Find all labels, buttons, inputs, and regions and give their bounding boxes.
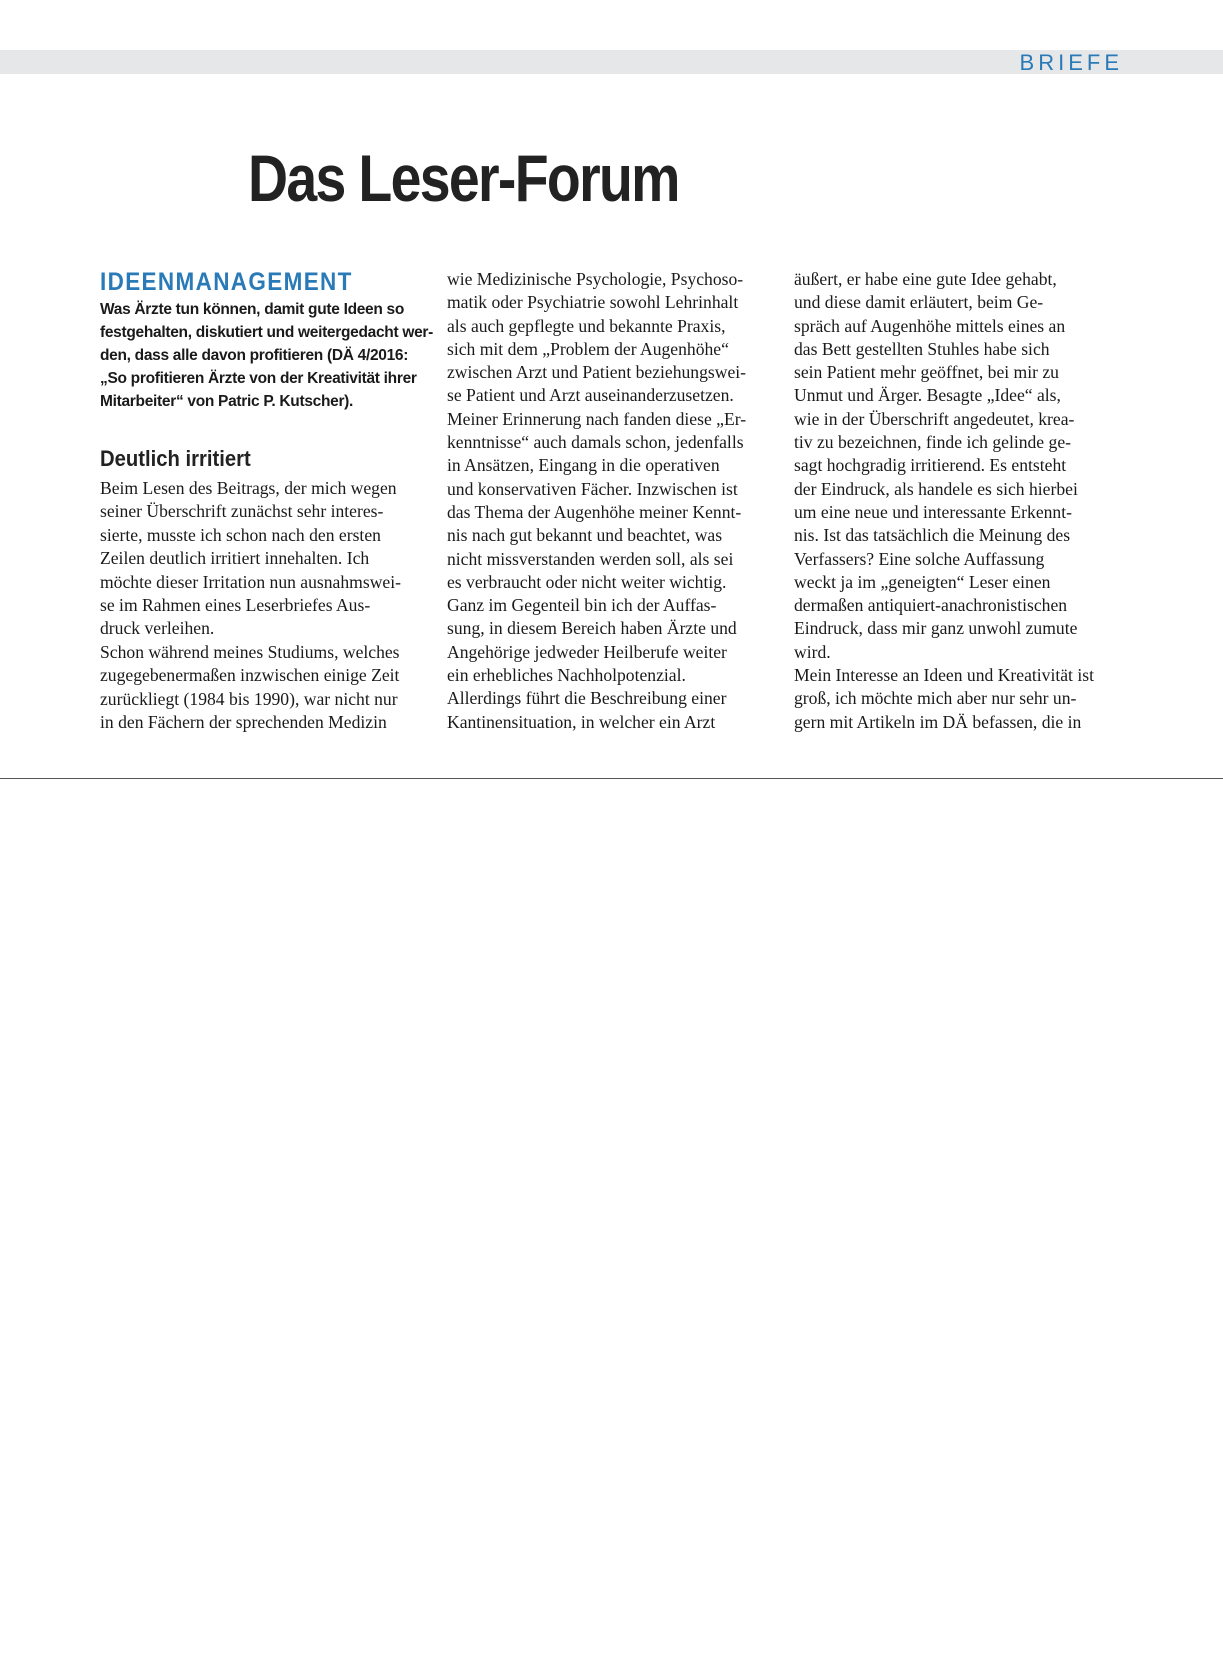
body-line: seiner Überschrift zunächst sehr interes-	[100, 501, 384, 522]
body-line: zwischen Arzt und Patient beziehungswei-	[447, 362, 747, 383]
body-line: es verbraucht oder nicht weiter wichtig.	[447, 571, 727, 592]
body-line: Meiner Erinnerung nach fanden diese „Er-	[447, 408, 747, 429]
body-line: wie Medizinische Psychologie, Psychoso-	[447, 269, 744, 289]
body-line: Eindruck, dass mir ganz unwohl zumute	[794, 618, 1078, 639]
section-header-bar	[0, 50, 1223, 74]
body-line: Verfassers? Eine solche Auffassung	[794, 548, 1045, 569]
body-line: in Ansätzen, Eingang in die operativen	[447, 455, 720, 476]
body-line: äußert, er habe eine gute Idee gehabt,	[794, 269, 1057, 289]
body-line: nis. Ist das tatsächlich die Meinung des	[794, 525, 1071, 546]
letter-title: Deutlich irritiert	[100, 446, 251, 471]
topic-heading: IDEENMANAGEMENT	[100, 268, 353, 296]
body-line: nis nach gut bekannt und beachtet, was	[447, 525, 723, 546]
body-line: tiv zu bezeichnen, finde ich gelinde ge-	[794, 432, 1071, 453]
section-label: BRIEFE	[1019, 50, 1123, 75]
text-column-3	[794, 268, 1124, 734]
body-line: als auch gepflegte und bekannte Praxis,	[447, 315, 726, 336]
body-line: matik oder Psychiatrie sowohl Lehrinhalt	[447, 292, 739, 313]
body-line: in den Fächern der sprechenden Medizin	[100, 712, 387, 733]
body-line: Angehörige jedweder Heilberufe weiter	[447, 641, 727, 662]
body-line: Allerdings führt die Beschreibung einer	[447, 688, 727, 709]
text-column-2	[447, 268, 779, 734]
body-line: Unmut und Ärger. Besagte „Idee“ als,	[794, 385, 1061, 406]
intro-line: festgehalten, diskutiert und weitergedacht wer-	[100, 324, 433, 341]
body-line: sein Patient mehr geöffnet, bei mir zu	[794, 362, 1059, 383]
body-line: kenntnisse“ auch damals schon, jedenfalls	[447, 432, 744, 453]
intro-line: Was Ärzte tun können, damit gute Ideen so	[100, 301, 405, 318]
body-line: ein erhebliches Nachholpotenzial.	[447, 665, 686, 686]
bottom-divider	[0, 778, 1223, 779]
body-line: spräch auf Augenhöhe mittels eines an	[794, 315, 1066, 336]
body-line: Kantinensituation, in welcher ein Arzt	[447, 711, 716, 732]
intro-line: „So profitieren Ärzte von der Kreativität ihrer	[100, 370, 417, 387]
body-line: sierte, musste ich schon nach den ersten	[100, 524, 381, 545]
body-line: zurückliegt (1984 bis 1990), war nicht nur	[100, 688, 398, 709]
body-line: sagt hochgradig irritierend. Es entsteht	[794, 455, 1067, 476]
body-line: das Thema der Augenhöhe meiner Kennt-	[447, 501, 742, 522]
body-line: se Patient und Arzt auseinanderzusetzen.	[447, 385, 734, 406]
body-line: sich mit dem „Problem der Augenhöhe“	[447, 338, 729, 359]
body-line: das Bett gestellten Stuhles habe sich	[794, 338, 1050, 359]
page-title: Das Leser-Forum	[248, 141, 679, 215]
letter-body-part-1	[100, 477, 430, 734]
body-line: wird.	[794, 641, 831, 662]
body-line: Ganz im Gegenteil bin ich der Auffas-	[447, 595, 717, 616]
text-column-1	[100, 268, 433, 734]
body-line: möchte dieser Irritation nun ausnahmswei-	[100, 571, 401, 592]
body-line: um eine neue und interessante Erkennt-	[794, 501, 1072, 522]
intro-line: den, dass alle davon profitieren (DÄ 4/2016:	[100, 347, 409, 364]
body-line: und konservativen Fächer. Inzwischen ist	[447, 478, 738, 499]
body-line: wie in der Überschrift angedeutet, krea-	[794, 408, 1075, 429]
body-line: Mein Interesse an Ideen und Kreativität ist	[794, 665, 1094, 686]
body-line: gern mit Artikeln im DÄ befassen, die in	[794, 711, 1082, 732]
body-line: und diese damit erläutert, beim Ge-	[794, 292, 1044, 313]
body-line: der Eindruck, als handele es sich hierbei	[794, 478, 1078, 499]
body-line: groß, ich möchte mich aber nur sehr un-	[794, 688, 1077, 709]
body-line: Zeilen deutlich irritiert innehalten. Ich	[100, 548, 370, 569]
body-line: Schon während meines Studiums, welches	[100, 641, 400, 662]
body-line: nicht missverstanden werden soll, als sei	[447, 548, 734, 569]
body-line: dermaßen antiquiert-anachronistischen	[794, 595, 1068, 616]
intro-line: Mitarbeiter“ von Patric P. Kutscher).	[100, 393, 354, 410]
body-line: se im Rahmen eines Leserbriefes Aus-	[100, 595, 371, 616]
body-line: zugegebenermaßen inzwischen einige Zeit	[100, 665, 400, 686]
article-intro	[100, 298, 433, 413]
body-line: sung, in diesem Bereich haben Ärzte und	[447, 618, 737, 639]
body-line: Beim Lesen des Beitrags, der mich wegen	[100, 478, 397, 498]
body-line: druck verleihen.	[100, 618, 215, 639]
body-line: weckt ja im „geneigten“ Leser einen	[794, 571, 1051, 592]
